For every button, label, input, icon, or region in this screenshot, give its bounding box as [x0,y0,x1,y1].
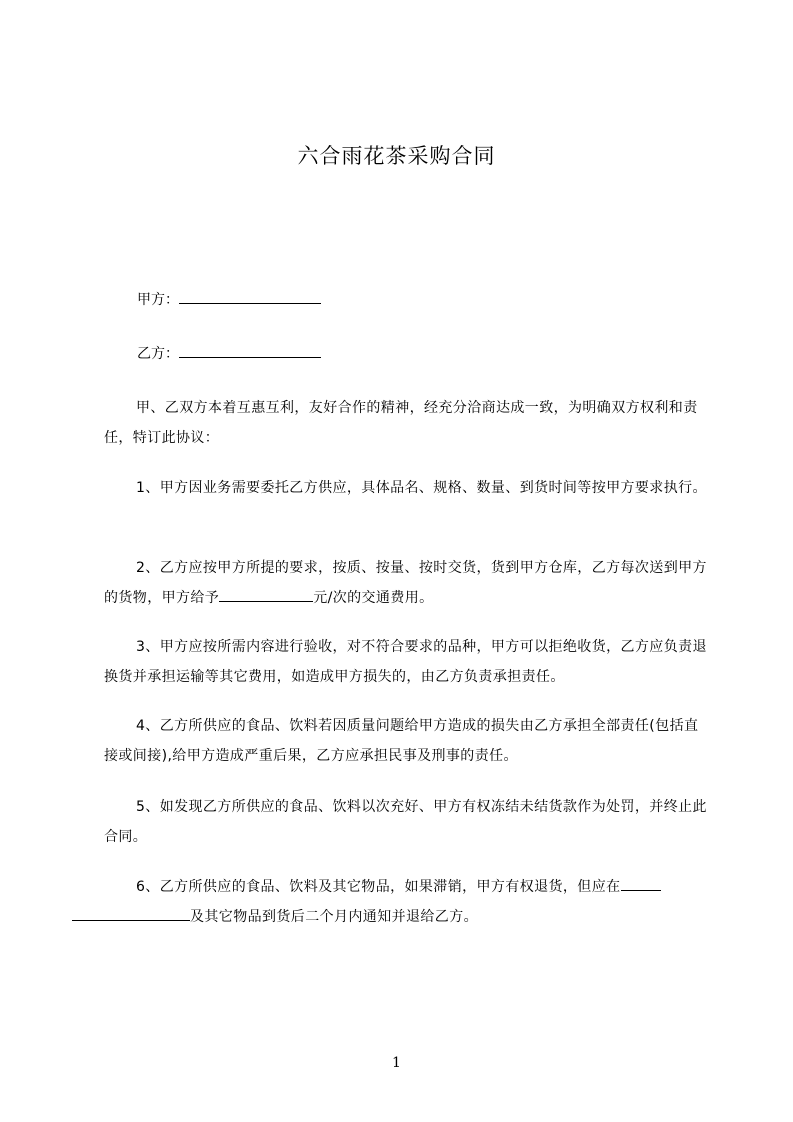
clause-2-text-start: 2、乙方应按甲方所提的要求，按质、按量、按时交货，货到甲方仓库，乙方每次送到甲方的货物，甲方给予 [104,560,707,606]
intro-paragraph: 甲、乙双方本着互惠互利，友好合作的精神，经充分洽商达成一致，为明确双方权利和责任，特订此协议： [104,400,698,446]
page-number: 1 [392,1055,401,1071]
party-a-blank [179,290,321,304]
party-b-blank [179,344,321,358]
party-a-label: 甲方： [137,292,179,308]
clause-6-text-end: 及其它物品到货后二个月内通知并退给乙方。 [190,909,478,925]
return-blank-part2 [72,908,190,921]
clause-4: 4、乙方所供应的食品、饮料若因质量问题给甲方造成的损失由乙方承担全部责任(包括直接或间接),给甲方造成严重后果，乙方应承担民事及刑事的责任。 [104,718,699,764]
fee-blank [219,589,313,602]
party-b-label: 乙方： [137,346,179,362]
clause-2-text-end: 元/次的交通费用。 [313,590,434,606]
clause-2 [104,553,712,613]
clause-6 [104,872,712,932]
clause-1: 1、甲方因业务需要委托乙方供应，具体品名、规格、数量、到货时间等按甲方要求执行。 [136,480,707,496]
clause-5: 5、如发现乙方所供应的食品、饮料以次充好、甲方有权冻结未结货款作为处罚，并终止此合同。 [104,799,707,845]
contract-title: 六合雨花茶采购合同 [297,144,496,168]
clause-3: 3、甲方应按所需内容进行验收，对不符合要求的品种，甲方可以拒绝收货，乙方应负责退换货并承担运输等其它费用，如造成甲方损失的，由乙方负责承担责任。 [104,639,707,685]
clause-6-text-start: 6、乙方所供应的食品、饮料及其它物品，如果滞销，甲方有权退货，但应在 [136,879,621,895]
return-blank-part1 [621,878,661,891]
party-a-line [137,290,321,310]
party-b-line [137,344,321,364]
